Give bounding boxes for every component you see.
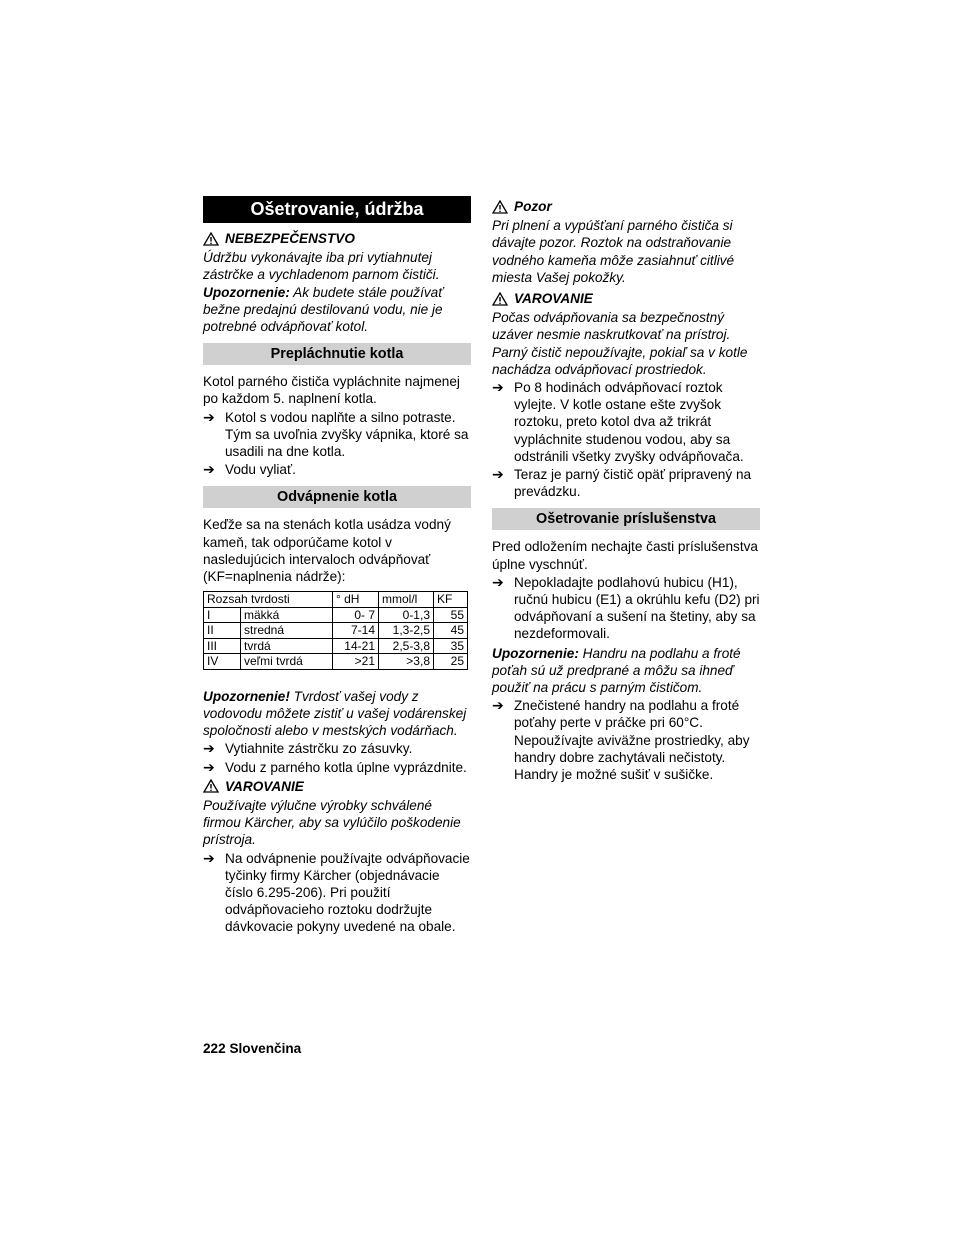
list-item xyxy=(203,461,471,478)
danger-text: Údržbu vykonávajte iba pri vytiahnutej zástrčke a vychladenom parnom čističi. xyxy=(203,250,440,283)
table-header: ° dH xyxy=(333,592,379,608)
note-3-text: Handru na podlahu a froté poťah sú už predprané a môžu sa ihneď použiť na prácu s parným čističom. xyxy=(492,645,741,696)
list-item xyxy=(203,759,471,776)
step-text: Vodu z parného kotla úplne vyprázdnite. xyxy=(225,759,467,775)
table-cell: 0- 7 xyxy=(333,607,379,623)
table-cell: III xyxy=(204,638,241,654)
arrow-right-icon: ➔ xyxy=(492,573,504,590)
warning-heading xyxy=(203,778,471,795)
step-text: Vytiahnite zástrčku zo zásuvky. xyxy=(225,741,413,757)
table-cell: IV xyxy=(204,654,241,670)
danger-heading xyxy=(203,230,471,247)
note-1-text: Ak budete stále používať bežne predajnú destilovanú vodu, nie je potrebné odvápňovať kotol. xyxy=(203,284,444,335)
note-2 xyxy=(203,688,471,740)
caution-heading xyxy=(492,198,760,215)
table-row xyxy=(204,623,468,639)
warning-text: Používajte výlučne výrobky schválené firmou Kärcher, aby sa vylúčilo poškodenie prístroja. xyxy=(203,797,461,848)
note-1 xyxy=(203,284,471,336)
warning-triangle-icon xyxy=(492,200,508,214)
page-footer: 222 Slovenčina xyxy=(203,1041,302,1056)
flushing-intro: Kotol parného čističa vypláchnite najmenej po každom 5. naplnení kotla. xyxy=(203,374,460,407)
table-cell: >21 xyxy=(333,654,379,670)
section-heading-accessories: Ošetrovanie príslušenstva xyxy=(492,508,760,530)
table-header-row xyxy=(204,592,468,608)
table-header: mmol/l xyxy=(379,592,434,608)
table-cell: 2,5-3,8 xyxy=(379,638,434,654)
table-cell: 0-1,3 xyxy=(379,607,434,623)
table-cell: stredná xyxy=(241,623,333,639)
danger-label: NEBEZPEČENSTVO xyxy=(225,231,355,246)
list-item xyxy=(492,379,760,465)
step-text: Teraz je parný čistič opäť pripravený na prevádzku. xyxy=(514,467,752,500)
arrow-right-icon: ➔ xyxy=(492,697,504,714)
right-column xyxy=(492,196,760,783)
table-cell: >3,8 xyxy=(379,654,434,670)
arrow-right-icon: ➔ xyxy=(203,758,215,775)
accessories-intro: Pred odložením nechajte časti príslušenstva úplne vyschnúť. xyxy=(492,539,758,572)
warning-label: VAROVANIE xyxy=(514,291,593,307)
note-3-label: Upozornenie: xyxy=(492,645,579,661)
list-item xyxy=(203,740,471,757)
caution-label: Pozor xyxy=(514,199,552,214)
list-item xyxy=(492,466,760,500)
arrow-right-icon: ➔ xyxy=(492,379,504,396)
arrow-right-icon: ➔ xyxy=(203,740,215,757)
table-cell: 25 xyxy=(434,654,468,670)
arrow-right-icon: ➔ xyxy=(203,408,215,425)
table-cell: 7-14 xyxy=(333,623,379,639)
section-heading-flushing: Prepláchnutie kotla xyxy=(203,343,471,365)
table-cell: I xyxy=(204,607,241,623)
note-2-text: Tvrdosť vašej vody z vodovodu môžete zistiť u vašej vodárenskej spoločnosti alebo v mestských vodárňach. xyxy=(203,688,467,739)
arrow-right-icon: ➔ xyxy=(203,849,215,866)
list-item xyxy=(203,850,471,936)
table-cell: 55 xyxy=(434,607,468,623)
table-header: Rozsah tvrdosti xyxy=(204,592,333,608)
descaling-intro: Keďže sa na stenách kotla usádza vodný kameň, tak odporúčame kotol v nasledujúcich intervaloch odvápňovať (KF=naplnenia nádrže): xyxy=(203,517,451,585)
arrow-right-icon: ➔ xyxy=(203,461,215,478)
caution-text: Pri plnení a vypúšťaní parného čističa si dávajte pozor. Roztok na odstraňovanie vodného kameňa môže zasiahnuť citlivé miesta Vašej pokožky. xyxy=(492,218,735,285)
step-text: Na odvápnenie používajte odvápňovacie tyčinky firmy Kärcher (objednávacie číslo 6.295-206). Pri použití odvápňovacieho roztoku dodržujte dávkovacie pokyny uvedené na obale. xyxy=(225,850,470,935)
table-cell: 45 xyxy=(434,623,468,639)
table-header: KF xyxy=(434,592,468,608)
page-title: Ošetrovanie, údržba xyxy=(203,196,471,223)
left-column xyxy=(203,196,471,936)
table-cell: II xyxy=(204,623,241,639)
step-text: Znečistené handry na podlahu a froté poťahy perte v práčke pri 60°C. Nepoužívajte aviväžne prostriedky, aby handry dobre zachytávali nečistoty. Handry je možné sušiť v sušičke. xyxy=(514,698,750,783)
table-cell: mäkká xyxy=(241,607,333,623)
note-1-label: Upozornenie: xyxy=(203,284,290,300)
hardness-table xyxy=(203,591,468,670)
note-3 xyxy=(492,645,760,697)
table-cell: veľmi tvrdá xyxy=(241,654,333,670)
warning-text: Počas odvápňovania sa bezpečnostný uzáver nesmie naskrutkovať na prístroj. Parný čistič nepoužívajte, pokiaľ sa v kotle nachádza odvápňovací prostriedok. xyxy=(492,310,748,377)
list-item xyxy=(492,574,760,643)
warning-triangle-icon xyxy=(203,779,219,793)
section-heading-descaling: Odvápnenie kotla xyxy=(203,486,471,508)
arrow-right-icon: ➔ xyxy=(492,466,504,483)
step-text: Vodu vyliať. xyxy=(225,462,296,478)
warning-label: VAROVANIE xyxy=(225,778,304,794)
table-row xyxy=(204,638,468,654)
list-item xyxy=(492,697,760,783)
table-cell: 14-21 xyxy=(333,638,379,654)
list-item xyxy=(203,409,471,461)
table-cell: tvrdá xyxy=(241,638,333,654)
warning-triangle-icon xyxy=(203,232,219,246)
table-row xyxy=(204,607,468,623)
table-row xyxy=(204,654,468,670)
warning-heading xyxy=(492,290,760,307)
table-cell: 35 xyxy=(434,638,468,654)
step-text: Kotol s vodou naplňte a silno potraste. Tým sa uvoľnia zvyšky vápnika, ktoré sa usadili na dne kotla. xyxy=(225,409,469,460)
warning-triangle-icon xyxy=(492,292,508,306)
step-text: Po 8 hodinách odvápňovací roztok vylejte. V kotle ostane ešte zvyšok roztoku, preto kotol dva až trikrát vypláchnite studenou vodou, aby sa odstránili všetky zvyšky odvápňovača. xyxy=(514,380,744,464)
note-2-label: Upozornenie! xyxy=(203,688,290,704)
step-text: Nepokladajte podlahovú hubicu (H1), ručnú hubicu (E1) a okrúhlu kefu (D2) pri odvápňovaní a sušení na štetiny, aby sa nezdeformovali. xyxy=(514,574,760,642)
table-cell: 1,3-2,5 xyxy=(379,623,434,639)
